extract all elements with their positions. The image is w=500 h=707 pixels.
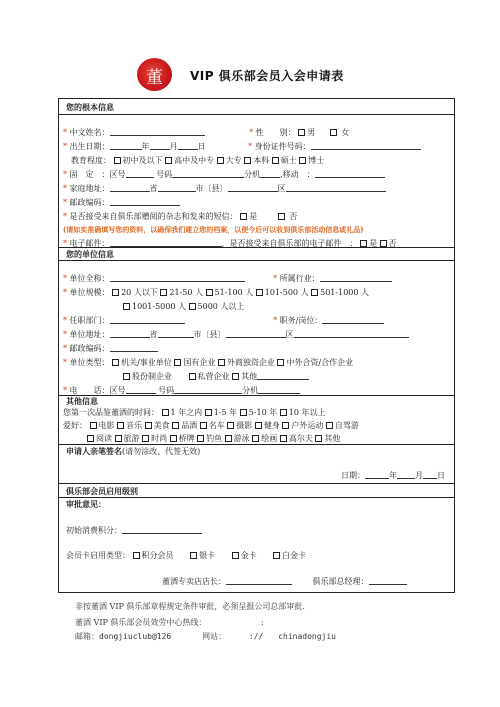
hobby-checkbox[interactable] xyxy=(172,422,179,429)
birth-month-field[interactable] xyxy=(150,142,170,150)
email-no-checkbox[interactable] xyxy=(380,240,387,247)
row-home-address: * 家庭地址： 省 市〔县〕 区 xyxy=(63,184,386,194)
sms-no-checkbox[interactable] xyxy=(278,213,285,220)
row-postcode: * 邮政编码： xyxy=(63,198,180,208)
female-checkbox[interactable] xyxy=(330,129,337,136)
first-taste-checkbox[interactable] xyxy=(205,409,212,416)
section-basic-title: 您的根本信息 xyxy=(66,103,114,112)
first-taste-checkbox[interactable] xyxy=(162,409,169,416)
row-work-postcode: * 邮政编码： xyxy=(63,344,158,354)
footer-note: 非按董酒 VIP 俱乐部章程规定条件审批，必须呈报公司总部审批. xyxy=(75,602,305,611)
sign-day-field[interactable] xyxy=(423,471,437,479)
scale-checkbox[interactable] xyxy=(256,289,263,296)
work-ext-field[interactable] xyxy=(258,386,300,394)
work-postcode-label: 邮政编码： xyxy=(69,344,110,353)
hobby-checkbox[interactable] xyxy=(200,422,207,429)
row-hobby-2: 阅读 旅游 时尚 桥牌 钓鱼 游泳 绘画 高尔夫 其他 xyxy=(87,434,340,444)
info-note: (请如实准确填写您的资料，以确保我们建立您的档案，以便今后可以收到俱乐部活动信息或礼品) xyxy=(63,226,364,234)
hobby-checkbox[interactable] xyxy=(255,422,262,429)
signature-note: (请勿涂改、代签无效) xyxy=(122,447,201,456)
type-checkbox[interactable] xyxy=(218,359,225,366)
sms-label: 是否接受来自俱乐部赠阅的杂志和发来的短信： xyxy=(69,212,238,221)
scale-label: 单位规模： xyxy=(69,288,110,297)
row-name: * 中文姓名： * 性 别： 男 女 xyxy=(63,128,350,137)
row-email: * 电子邮件： ，是否接受来自俱乐部的电子邮件 ： 是 否 xyxy=(63,239,397,248)
hobby-checkbox[interactable] xyxy=(252,435,259,442)
area-code-field[interactable] xyxy=(126,170,154,178)
director-field[interactable] xyxy=(369,577,407,585)
edu-label: 教育程度： xyxy=(71,156,111,165)
initial-points-label: 初始消费积分： xyxy=(66,526,122,535)
hobby-checkbox[interactable] xyxy=(326,422,333,429)
row-company: * 单位全称： * 所属行业： xyxy=(63,274,392,284)
type-checkbox[interactable] xyxy=(174,359,181,366)
hobby-checkbox[interactable] xyxy=(145,422,152,429)
row-scale: * 单位规模： 20 人以下 21-50 人 51-100 人 101-500 人 501-1000 人 xyxy=(63,288,369,297)
row-education: 教育程度： 初中及以下 高中及中专 大专 本科 硕士 博士 xyxy=(71,156,325,165)
signature-title: 申请人亲笔签名 xyxy=(66,447,122,456)
type-label: 单位类型： xyxy=(69,358,110,367)
card-type-label: 会员卡启用类型： xyxy=(66,551,130,560)
divider xyxy=(59,497,454,498)
type-other-field[interactable] xyxy=(257,372,309,380)
scale-checkbox[interactable] xyxy=(206,289,213,296)
type-checkbox[interactable] xyxy=(123,373,130,380)
work-number-field[interactable] xyxy=(174,386,242,394)
first-taste-label: 您第一次品鉴董酒的时间： xyxy=(63,408,159,417)
home-district-field[interactable] xyxy=(228,184,278,192)
postcode-label: 邮政编码： xyxy=(69,198,110,207)
footer-hotline: 董酒 VIP 俱乐部会员效劳中心热线： : xyxy=(75,618,264,627)
row-company-type-2: 股份制企业 私营企业 其他 xyxy=(123,372,309,382)
footer-website: chinadongjiu xyxy=(278,632,336,641)
initial-points-field[interactable] xyxy=(122,526,202,534)
hobby-checkbox[interactable] xyxy=(280,435,287,442)
divider xyxy=(59,260,454,261)
male-checkbox[interactable] xyxy=(298,129,305,136)
industry-label: 所属行业： xyxy=(279,274,320,283)
hobby-checkbox[interactable] xyxy=(170,435,177,442)
email-yes-checkbox[interactable] xyxy=(360,240,367,247)
first-taste-checkbox[interactable] xyxy=(240,409,247,416)
hobby-checkbox[interactable] xyxy=(90,422,97,429)
work-district-field[interactable] xyxy=(226,330,286,338)
hobby-checkbox[interactable] xyxy=(282,422,289,429)
work-street-field[interactable] xyxy=(294,330,409,338)
scale-checkbox[interactable] xyxy=(123,303,130,310)
row-approvers xyxy=(162,577,407,587)
birth-day-field[interactable] xyxy=(178,142,198,150)
edu-checkbox[interactable] xyxy=(217,157,224,164)
home-street-field[interactable] xyxy=(286,184,386,192)
scale-checkbox[interactable] xyxy=(112,289,119,296)
approval-title: 审批意见： xyxy=(66,500,106,509)
scale-checkbox[interactable] xyxy=(311,289,318,296)
work-area-code-field[interactable] xyxy=(126,386,156,394)
section-work-title: 您的单位信息 xyxy=(66,250,114,259)
dept-field[interactable] xyxy=(110,316,185,324)
footer-website-label: 网站： xyxy=(202,632,227,641)
divider xyxy=(59,444,454,445)
hobby-checkbox[interactable] xyxy=(87,435,94,442)
section-other-title: 其他信息 xyxy=(66,397,98,406)
type-checkbox[interactable] xyxy=(112,359,119,366)
row-first-taste: 您第一次品鉴董酒的时间： 1 年之内 1-5 年 5-10 年 10 年以上 xyxy=(63,408,326,417)
sms-yes-checkbox[interactable] xyxy=(240,213,247,220)
divider xyxy=(59,483,454,484)
footer-contact: 邮箱：dongjiuclub@126 网站： :// chinadongjiu xyxy=(75,632,336,641)
type-checkbox[interactable] xyxy=(232,373,239,380)
dept-label: 任职部门： xyxy=(69,316,110,325)
card-checkbox[interactable] xyxy=(133,552,140,559)
name-field[interactable] xyxy=(110,128,205,136)
card-checkbox[interactable] xyxy=(232,552,239,559)
row-card-type: 会员卡启用类型： 积分会员 银卡 金卡 白金卡 xyxy=(66,551,307,560)
mobile-field[interactable] xyxy=(315,170,385,178)
type-checkbox[interactable] xyxy=(277,359,284,366)
birth-label: 出生日期： xyxy=(69,142,110,151)
store-manager-field[interactable] xyxy=(226,577,292,585)
director-label: 俱乐部总经理： xyxy=(312,577,369,586)
row-sms: * 是否接受来自俱乐部赠阅的杂志和发来的短信： 是 否 xyxy=(63,212,298,221)
divider xyxy=(59,395,454,396)
row-signature-title xyxy=(66,447,200,457)
club-logo: 董 xyxy=(137,58,172,91)
tel-ext-field[interactable] xyxy=(260,170,280,178)
position-label: 职务/岗位： xyxy=(279,316,323,325)
edu-checkbox[interactable] xyxy=(299,157,306,164)
row-telephone: * 固 定 ：区号 号码 分机 ,移动 ： xyxy=(63,170,385,180)
postcode-field[interactable] xyxy=(110,198,180,206)
work-city-field[interactable] xyxy=(158,330,194,338)
work-phone-label: 电 话：区号 xyxy=(69,386,126,395)
row-company-type: * 单位类型： 机关/事业单位 国有企业 外商独资企业 中外合资/合作企业 xyxy=(63,358,354,367)
name-label: 中文姓名： xyxy=(69,128,110,137)
row-birth: * 出生日期： 年 月 日 * 身份证件号码： xyxy=(63,142,421,152)
id-field[interactable] xyxy=(311,142,421,150)
row-scale-2: 1001-5000 人 5000 人以上 xyxy=(123,302,244,312)
email-label: 电子邮件： xyxy=(69,239,110,248)
home-addr-label: 家庭地址： xyxy=(69,184,110,193)
first-taste-checkbox[interactable] xyxy=(280,409,287,416)
company-field[interactable] xyxy=(110,274,245,282)
store-manager-label: 董酒专卖店店长： xyxy=(162,577,226,586)
hobby-label: 爱好： xyxy=(63,421,87,430)
footer-email: 邮箱：dongjiuclub@126 xyxy=(75,632,172,641)
sign-date-label: 日期： xyxy=(341,471,365,480)
email-field[interactable] xyxy=(110,239,222,247)
row-department: * 任职部门： * 职务/岗位： xyxy=(63,316,384,326)
sign-month-field[interactable] xyxy=(397,471,415,479)
scale-checkbox[interactable] xyxy=(189,303,196,310)
hobby-checkbox[interactable] xyxy=(115,435,122,442)
birth-year-field[interactable] xyxy=(110,142,142,150)
industry-field[interactable] xyxy=(320,274,392,282)
type-checkbox[interactable] xyxy=(189,373,196,380)
sign-year-field[interactable] xyxy=(365,471,389,479)
hobby-checkbox[interactable] xyxy=(117,422,124,429)
section-club-title: 俱乐部会员启用级别 xyxy=(66,487,138,496)
tel-label: 固 定 ：区号 xyxy=(69,170,126,179)
id-label: 身份证件号码： xyxy=(254,142,311,151)
edu-checkbox[interactable] xyxy=(165,157,172,164)
work-province-field[interactable] xyxy=(110,330,150,338)
hobby-checkbox[interactable] xyxy=(142,435,149,442)
edu-checkbox[interactable] xyxy=(244,157,251,164)
work-postcode-field[interactable] xyxy=(110,344,158,352)
edu-checkbox[interactable] xyxy=(272,157,279,164)
row-hobby: 爱好： 电影 音乐 美食 品酒 名车 摄影 健身 户外运动 自驾游 xyxy=(63,421,359,430)
scale-checkbox[interactable] xyxy=(160,289,167,296)
home-city-field[interactable] xyxy=(158,184,196,192)
divider xyxy=(59,247,454,248)
row-sign-date: 日期： 年 月 日 xyxy=(341,471,445,480)
home-province-field[interactable] xyxy=(110,184,150,192)
hobby-checkbox[interactable] xyxy=(315,435,322,442)
edu-checkbox[interactable] xyxy=(114,157,121,164)
work-addr-label: 单位地址： xyxy=(69,330,110,339)
row-initial-points xyxy=(66,526,202,536)
gender-label: 性 别： xyxy=(255,128,296,137)
company-label: 单位全称： xyxy=(69,274,110,283)
divider xyxy=(59,114,454,115)
hobby-checkbox[interactable] xyxy=(227,422,234,429)
position-field[interactable] xyxy=(322,316,384,324)
card-checkbox[interactable] xyxy=(190,552,197,559)
hobby-checkbox[interactable] xyxy=(197,435,204,442)
card-checkbox[interactable] xyxy=(273,552,280,559)
application-form xyxy=(58,98,455,593)
tel-number-field[interactable] xyxy=(172,170,244,178)
hobby-checkbox[interactable] xyxy=(225,435,232,442)
row-work-address: * 单位地址： 省 市〔县〕 区 xyxy=(63,330,409,340)
row-work-phone: * 电 话：区号 号码 分机 xyxy=(63,386,300,396)
page-title: VIP 俱乐部会员入会申请表 xyxy=(190,69,344,83)
